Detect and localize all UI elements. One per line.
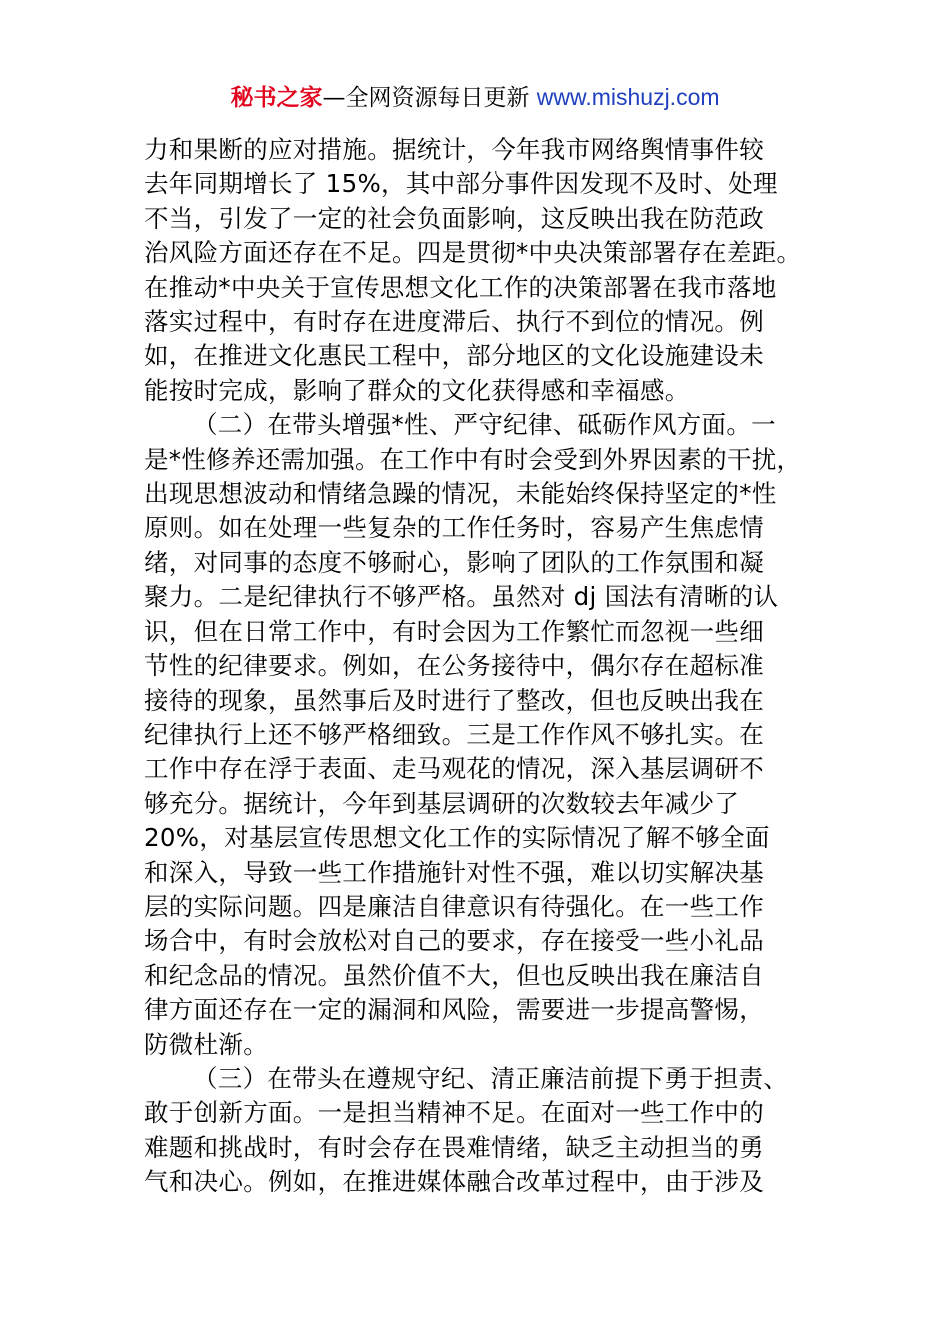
text-line: 去年同期增长了 15%，其中部分事件因发现不及时、处理	[144, 169, 778, 199]
text-line: 识，但在日常工作中，有时会因为工作繁忙而忽视一些细	[144, 616, 764, 646]
text-line: 防微杜渐。	[144, 1029, 268, 1059]
text-line: 节性的纪律要求。例如，在公务接待中，偶尔存在超标准	[144, 651, 764, 681]
text-line: 力和果断的应对措施。据统计，今年我市网络舆情事件较	[144, 135, 764, 164]
site-url[interactable]: www.mishuzj.com	[536, 84, 720, 110]
text-line: 纪律执行上还不够严格细致。三是工作作风不够扎实。在	[144, 719, 764, 749]
text-line: 接待的现象，虽然事后及时进行了整改，但也反映出我在	[144, 685, 764, 715]
text-line: 和纪念品的情况。虽然价值不大，但也反映出我在廉洁自	[144, 960, 764, 990]
document-body	[144, 133, 814, 1200]
site-tagline: —全网资源每日更新	[322, 85, 530, 111]
text-line: 敢于创新方面。一是担当精神不足。在面对一些工作中的	[144, 1098, 764, 1128]
text-line: 律方面还存在一定的漏洞和风险，需要进一步提高警惕，	[144, 995, 764, 1025]
text-line: 气和决心。例如，在推进媒体融合改革过程中，由于涉及	[144, 1167, 764, 1197]
text-line: 难题和挑战时，有时会存在畏难情绪，缺乏主动担当的勇	[144, 1132, 764, 1162]
text-line: 绪，对同事的态度不够耐心，影响了团队的工作氛围和凝	[144, 547, 764, 577]
text-line: 在推动*中央关于宣传思想文化工作的决策部署在我市落地	[144, 272, 777, 302]
text-line: 如，在推进文化惠民工程中，部分地区的文化设施建设未	[144, 341, 764, 371]
text-line: 原则。如在处理一些复杂的工作任务时，容易产生焦虑情	[144, 513, 764, 543]
text-line: 工作中存在浮于表面、走马观花的情况，深入基层调研不	[144, 754, 764, 784]
text-line: 不当，引发了一定的社会负面影响，这反映出我在防范政	[144, 203, 764, 233]
text-line: 层的实际问题。四是廉洁自律意识有待强化。在一些工作	[144, 891, 764, 921]
site-header	[0, 80, 950, 115]
section-heading-line: （二）在带头增强*性、严守纪律、砥砺作风方面。一	[193, 410, 776, 440]
text-line: 落实过程中，有时存在进度滞后、执行不到位的情况。例	[144, 307, 764, 337]
text-line: 和深入，导致一些工作措施针对性不强，难以切实解决基	[144, 857, 764, 887]
text-line: 出现思想波动和情绪急躁的情况，未能始终保持坚定的*性	[144, 479, 777, 509]
text-line: 聚力。二是纪律执行不够严格。虽然对 dj 国法有清晰的认	[144, 582, 779, 612]
text-line: 是*性修养还需加强。在工作中有时会受到外界因素的干扰，	[144, 444, 802, 474]
brand-name: 秘书之家	[230, 85, 323, 111]
text-line: 能按时完成，影响了群众的文化获得感和幸福感。	[144, 375, 690, 405]
text-line: 够充分。据统计，今年到基层调研的次数较去年减少了	[144, 788, 740, 818]
section-heading-line: （三）在带头在遵规守纪、清正廉洁前提下勇于担责、	[193, 1063, 789, 1093]
text-line: 场合中，有时会放松对自己的要求，存在接受一些小礼品	[144, 926, 764, 956]
text-line: 治风险方面还存在不足。四是贯彻*中央决策部署存在差距。	[144, 238, 802, 268]
text-line: 20%，对基层宣传思想文化工作的实际情况了解不够全面	[144, 823, 770, 853]
